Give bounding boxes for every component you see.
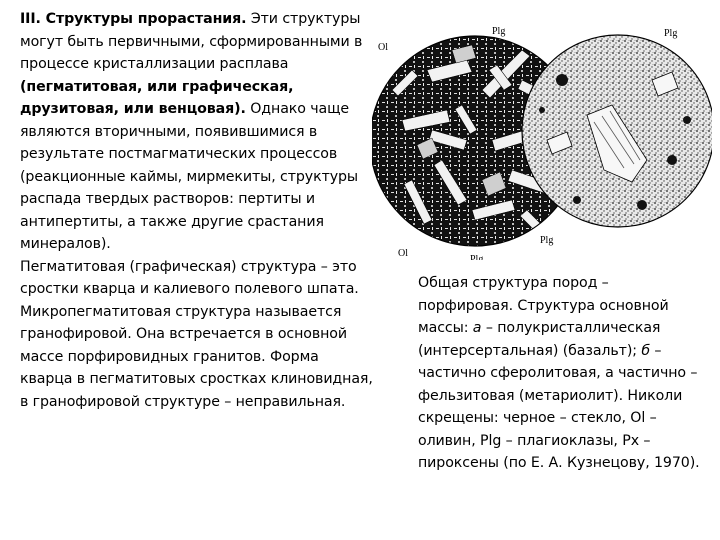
caption-letter-a: а: [472, 320, 482, 336]
thin-section-image: [372, 10, 712, 260]
caption-text-3: – частично сферолитовая, а частично – фельзитовая (метариолит). Николи скрещены: черное – стекло, Ol – оливин, Plg – плагиоклазы, Px – пироксены (по Е. А. Кузнецову, 1970).: [418, 342, 700, 471]
caption-text-1: Общая структура пород – порфировая. Структура основной массы:: [418, 275, 669, 336]
pegmatite-paragraph: Пегматитовая (графическая) структура – это сростки кварца и калиевого полевого шпата. Микропегматитовая структура называется гранофировой. Она встречается в основной массе порфировидных гранитов. Форма кварца в пегматитовых сростках клиновидная, в гранофировой структуре – неправильная.: [20, 258, 373, 410]
label-plg-top-left: Plg: [492, 26, 506, 37]
label-ol-bottom: Ol: [398, 248, 408, 259]
label-plg-bottom-right: Plg: [540, 235, 554, 246]
primary-structure-types: (пегматитовая, или графическая, друзитовая, или венцовая).: [20, 78, 294, 117]
label-plg-top-right: Plg: [664, 28, 678, 39]
label-ol-top: Ol: [378, 42, 388, 53]
label-plg-bottom-left: Plg: [470, 254, 484, 260]
left-text-block: [20, 8, 375, 413]
secondary-structures-text: Однако чаще являются вторичными, появившимися в результате постмагматических процессов (реакционные каймы, мирмекиты, структуры распада твердых растворов: пертиты и антипертиты, а также другие срастания минералов).: [20, 101, 359, 252]
caption-text-2: – полукристаллическая (интерсертальная) (базальт);: [418, 320, 661, 359]
intro-text: Эти структуры могут быть первичными, сформированными в процессе кристаллизации расплава: [20, 11, 363, 72]
figure-caption: [418, 272, 708, 475]
section-heading: III. Структуры прорастания.: [20, 11, 247, 27]
thin-section-figure: [372, 10, 712, 260]
caption-letter-b: б: [641, 342, 650, 359]
